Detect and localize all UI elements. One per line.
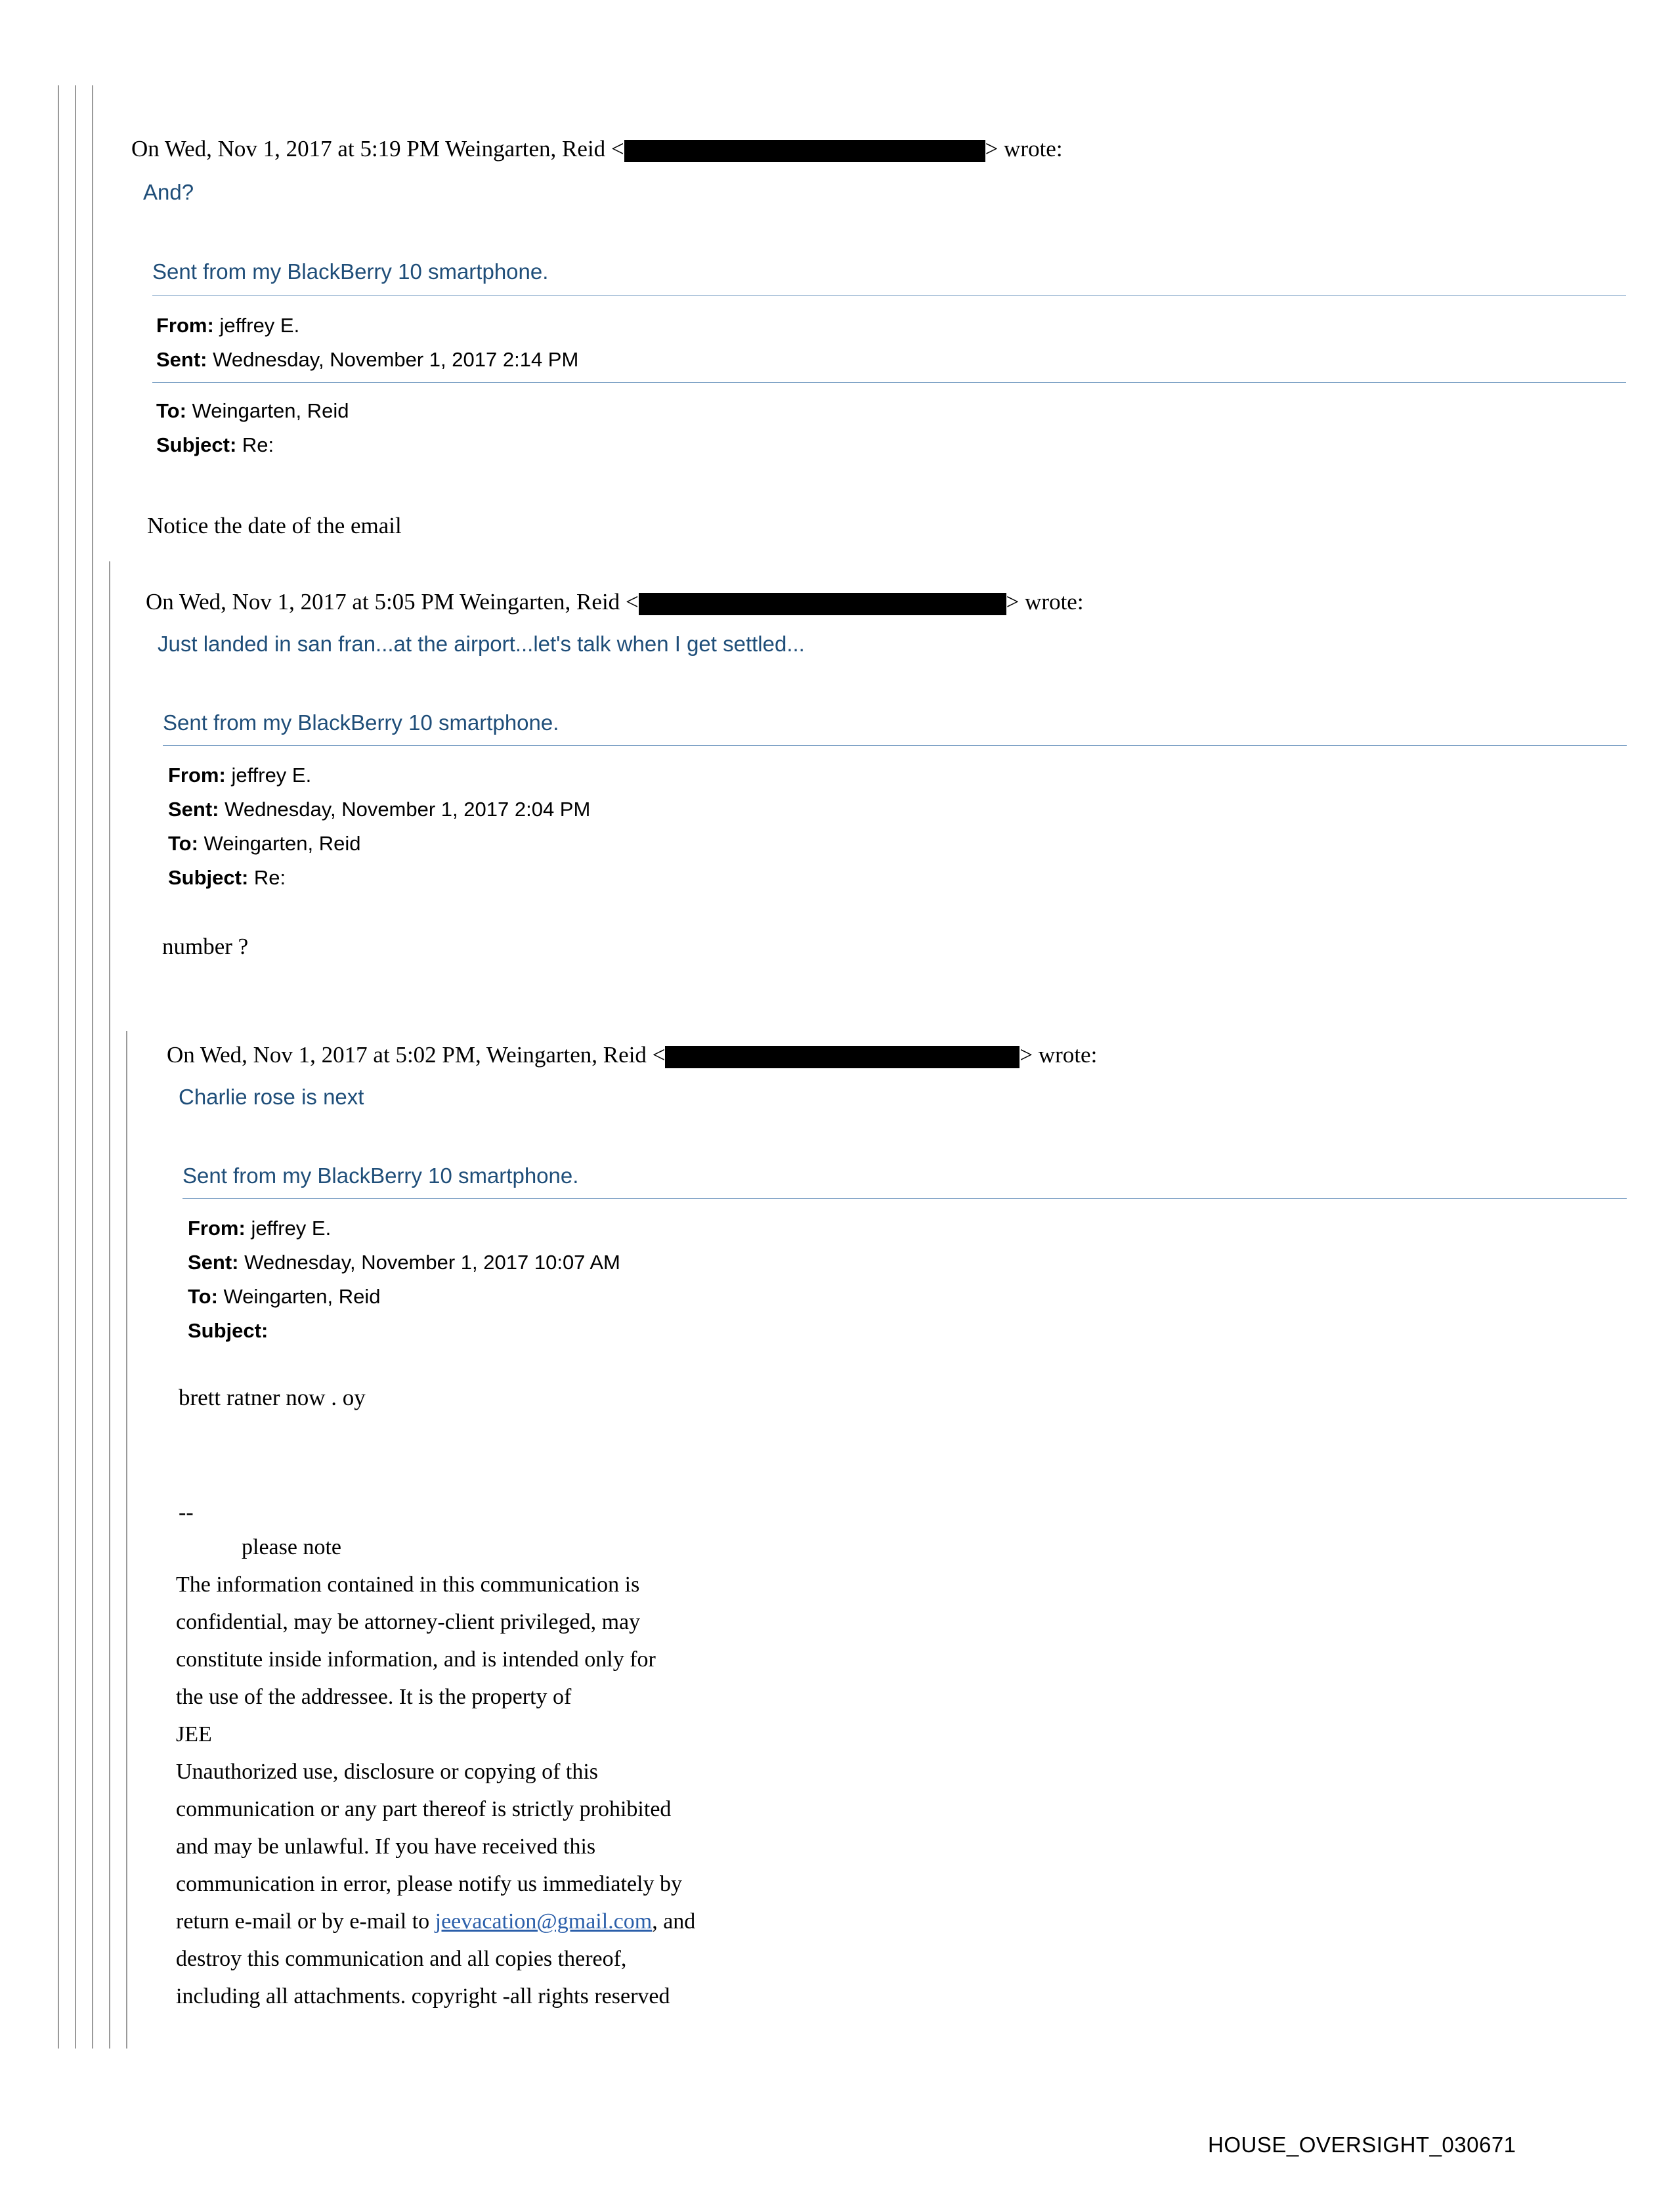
message-2-intro: [146, 584, 1084, 619]
disclaimer-line: destroy this communication and all copies thereof,: [176, 1947, 627, 1971]
to-value: Weingarten, Reid: [204, 832, 361, 855]
message-1-subject: [156, 428, 349, 462]
disclaimer-line: Unauthorized use, disclosure or copying of this: [176, 1760, 599, 1784]
message-3-note: brett ratner now . oy: [179, 1385, 366, 1410]
sent-label: Sent:: [188, 1251, 239, 1274]
disclaimer-line: and may be unlawful. If you have received this: [176, 1834, 596, 1859]
from-value: jeffrey E.: [219, 314, 300, 337]
message-1-intro: [131, 131, 1063, 166]
message-3-sent: [188, 1246, 620, 1280]
sent-label: Sent:: [168, 798, 219, 821]
message-1-sent: [156, 343, 578, 377]
message-1-headers-2: [156, 394, 349, 462]
message-3-intro-suffix: > wrote:: [1019, 1042, 1098, 1068]
message-2-intro-prefix: On Wed, Nov 1, 2017 at 5:05 PM Weingarten, Reid <: [146, 589, 639, 615]
message-3-from: [188, 1211, 620, 1246]
subject-value: Re:: [242, 433, 274, 456]
contact-email-link[interactable]: jeevacation@gmail.com: [435, 1909, 653, 1934]
disclaimer-email-suffix: , and: [652, 1909, 696, 1934]
redaction-bar: [639, 593, 1006, 615]
disclaimer-email-prefix: return e-mail or by e-mail to: [176, 1909, 435, 1934]
subject-label: Subject:: [156, 433, 237, 456]
message-2-to: [168, 827, 590, 861]
disclaimer-dashes: --: [179, 1500, 194, 1525]
message-2-sent: [168, 792, 590, 827]
message-3-intro-prefix: On Wed, Nov 1, 2017 at 5:02 PM, Weingarten, Reid <: [167, 1042, 666, 1068]
divider: [152, 295, 1626, 296]
to-label: To:: [168, 832, 198, 855]
to-label: To:: [156, 399, 186, 422]
disclaimer-email-line: [176, 1903, 695, 1940]
divider: [163, 745, 1627, 746]
message-1-intro-prefix: On Wed, Nov 1, 2017 at 5:19 PM Weingarten, Reid <: [131, 136, 624, 162]
bates-stamp: HOUSE_OVERSIGHT_030671: [1208, 2133, 1516, 2157]
disclaimer-body: [176, 1566, 695, 2015]
disclaimer-line: JEE: [176, 1722, 212, 1746]
message-2-headers: [168, 758, 590, 895]
message-1-body: And?: [143, 180, 194, 204]
subject-label: Subject:: [188, 1319, 268, 1342]
message-1-signature: Sent from my BlackBerry 10 smartphone.: [152, 259, 549, 284]
message-2-note: number ?: [162, 934, 249, 959]
disclaimer-line: confidential, may be attorney-client privileged, may: [176, 1610, 641, 1634]
disclaimer-line: communication in error, please notify us immediately by: [176, 1872, 682, 1896]
redaction-bar: [665, 1046, 1019, 1068]
from-label: From:: [156, 314, 214, 337]
disclaimer-line: including all attachments. copyright -all rights reserved: [176, 1984, 670, 2008]
subject-label: Subject:: [168, 866, 249, 889]
disclaimer-line: the use of the addressee. It is the property of: [176, 1685, 572, 1709]
disclaimer-please-note: please note: [242, 1535, 341, 1559]
message-2-intro-suffix: > wrote:: [1006, 589, 1084, 615]
message-2-subject: [168, 861, 590, 895]
from-label: From:: [168, 764, 226, 787]
message-2-body: Just landed in san fran...at the airport...let's talk when I get settled...: [158, 632, 805, 656]
sent-value: Wednesday, November 1, 2017 2:14 PM: [213, 348, 579, 371]
sent-value: Wednesday, November 1, 2017 10:07 AM: [244, 1251, 620, 1274]
message-3-subject: [188, 1314, 620, 1348]
message-1-headers: [156, 309, 578, 377]
to-value: Weingarten, Reid: [223, 1285, 381, 1308]
message-3-signature: Sent from my BlackBerry 10 smartphone.: [182, 1163, 579, 1188]
message-3-to: [188, 1280, 620, 1314]
message-3-intro: [167, 1037, 1097, 1072]
message-3-headers: [188, 1211, 620, 1348]
message-1-intro-suffix: > wrote:: [985, 136, 1063, 162]
sent-label: Sent:: [156, 348, 207, 371]
divider: [152, 382, 1626, 383]
disclaimer-line: The information contained in this communication is: [176, 1572, 640, 1597]
subject-value: Re:: [253, 866, 286, 889]
divider: [182, 1198, 1627, 1199]
message-2-signature: Sent from my BlackBerry 10 smartphone.: [163, 710, 559, 735]
disclaimer-line: communication or any part thereof is strictly prohibited: [176, 1797, 672, 1821]
sent-value: Wednesday, November 1, 2017 2:04 PM: [225, 798, 591, 821]
message-1-note: Notice the date of the email: [147, 513, 402, 538]
redaction-bar: [624, 140, 985, 162]
from-label: From:: [188, 1217, 246, 1240]
from-value: jeffrey E.: [231, 764, 312, 787]
message-3-body: Charlie rose is next: [179, 1085, 364, 1109]
to-label: To:: [188, 1285, 218, 1308]
message-1-to: [156, 394, 349, 428]
quote-indent-bars: [58, 85, 163, 2049]
message-1-from: [156, 309, 578, 343]
from-value: jeffrey E.: [251, 1217, 332, 1240]
to-value: Weingarten, Reid: [192, 399, 349, 422]
disclaimer-line: constitute inside information, and is intended only for: [176, 1647, 656, 1672]
message-2-from: [168, 758, 590, 792]
